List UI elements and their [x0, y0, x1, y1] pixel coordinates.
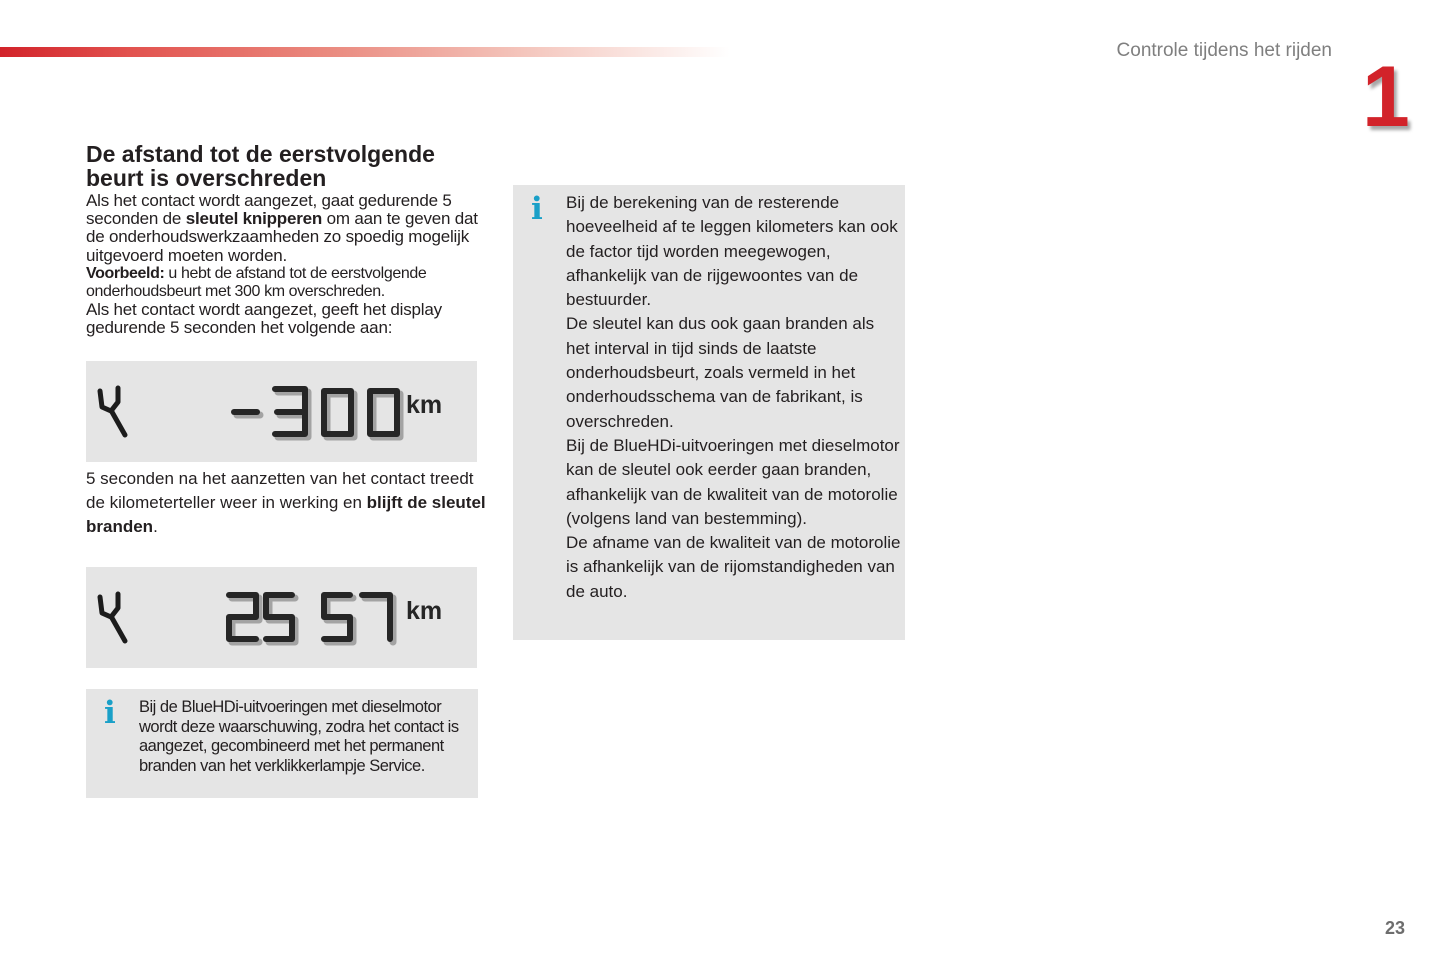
odometer-display-graphic	[86, 567, 477, 668]
intro-text-part: om aan te geven dat de onderhoudswerkzaamheden zo spoedig mogelijk uitgevoerd moeten worden.	[86, 209, 478, 265]
after-text-bold: blijft de sleutel branden	[86, 493, 486, 537]
odometer-display-graphic	[86, 361, 477, 462]
info-icon: i	[531, 191, 543, 227]
side-info-paragraph: Bij de berekening van de resterende hoeveelheid af te leggen kilometers kan ook de factor tijd worden meegewogen, afhankelijk van de rijgewoontes van de bestuurder.	[566, 193, 898, 310]
example-text: u hebt de afstand tot de eerstvolgende onderhoudsbeurt met 300 km overschreden.	[86, 264, 427, 301]
display-intro-paragraph: Als het contact wordt aangezet, geeft het display gedurende 5 seconden het volgende aan:	[86, 300, 442, 338]
unit-label: km	[406, 597, 443, 625]
page-number: 23	[1384, 918, 1405, 938]
side-info-paragraph: De afname van de kwaliteit van de motorolie is afhankelijk van de rijomstandigheden van de auto.	[566, 533, 901, 601]
side-info-paragraph: De sleutel kan dus ook gaan branden als het interval in tijd sinds de laatste onderhoudsbeurt, zoals vermeld in het onderhoudsschema van de fabrikant, is overschreden.	[566, 314, 875, 431]
side-info-text	[566, 191, 902, 604]
after-text-part: .	[153, 517, 158, 537]
chapter-title: Controle tijdens het rijden	[1116, 40, 1332, 61]
blue-hdi-note-box	[86, 689, 478, 798]
intro-paragraph	[86, 192, 486, 265]
wrench-icon	[100, 388, 125, 435]
display-value-text: -300	[236, 450, 241, 452]
after-text-part: 5 seconden na het aanzetten van het contact treedt de kilometerteller weer in werking en	[86, 469, 474, 513]
note-text	[139, 698, 474, 776]
side-info-box	[513, 185, 905, 640]
example-label: Voorbeeld:	[86, 264, 165, 282]
info-icon: i	[104, 695, 116, 731]
chapter-number: 1	[1362, 49, 1410, 145]
wrench-icon	[100, 594, 125, 641]
odometer-display-overdue	[86, 361, 477, 462]
section-heading: De afstand tot de eerstvolgende beurt is overschreden	[86, 141, 435, 191]
header-accent-bar	[0, 47, 730, 57]
intro-text	[86, 192, 486, 338]
segment-value	[229, 595, 393, 642]
after-display-text	[86, 467, 486, 540]
segment-value	[234, 389, 400, 437]
side-info-paragraph: Bij de BlueHDi-uitvoeringen met dieselmotor kan de sleutel ook eerder gaan branden, afhankelijk van de kwaliteit van de motorolie (volgens land van bestemming).	[566, 435, 900, 528]
unit-label: km	[406, 391, 443, 419]
note-paragraph: Bij de BlueHDi-uitvoeringen met dieselmotor wordt deze waarschuwing, zodra het contact is aangezet, gecombineerd met het permanent branden van het verklikkerlampje Service.	[139, 698, 459, 775]
intro-text-bold: sleutel knipperen	[185, 209, 323, 229]
display-value-text: 2557	[236, 656, 241, 658]
odometer-display-mileage	[86, 567, 477, 668]
example-paragraph	[86, 265, 486, 301]
intro-text-part: Als het contact wordt aangezet, gaat gedurende 5 seconden de	[86, 191, 452, 229]
